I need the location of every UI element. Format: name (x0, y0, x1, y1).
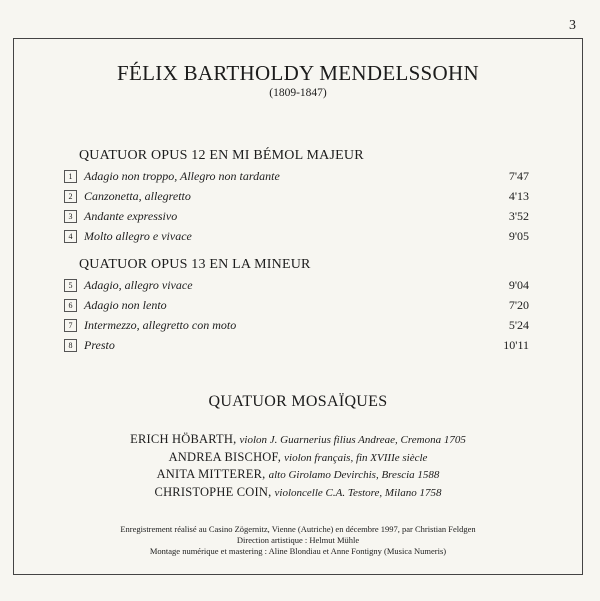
track-duration: 7'20 (508, 298, 529, 312)
track-duration: 9'05 (508, 229, 529, 243)
track-number: 3 (64, 210, 77, 223)
track-duration: 7'47 (508, 169, 529, 183)
track-duration: 5'24 (508, 318, 529, 332)
musician-name: ERICH HÖBARTH, (130, 432, 237, 446)
credit-line: Montage numérique et mastering : Aline Blondiau et Anne Fontigny (Musica Numeris) (149, 546, 447, 556)
composer-name: FÉLIX BARTHOLDY MENDELSSOHN (117, 61, 479, 85)
musician-name: CHRISTOPHE COIN, (154, 484, 272, 499)
booklet-frame (13, 38, 583, 575)
track-title: Presto (84, 338, 115, 352)
musician-name: ANDREA BISCHOF, (168, 449, 282, 464)
track-number: 2 (64, 190, 77, 203)
track-title: Canzonetta, allegretto (84, 189, 191, 203)
track-title: Adagio non troppo, Allegro non tardante (84, 169, 280, 183)
composer-dates: (1809-1847) (269, 87, 327, 99)
musicians-list (14, 431, 582, 501)
work-title-opus-13: QUATUOR OPUS 13 EN LA MINEUR (79, 257, 311, 272)
track-row (64, 318, 529, 334)
track-row (64, 169, 529, 185)
track-number: 7 (64, 319, 77, 332)
track-title: Andante expressivo (84, 209, 178, 223)
musician-line (14, 466, 582, 484)
work-title-opus-12: QUATUOR OPUS 12 EN MI BÉMOL MAJEUR (79, 148, 364, 163)
track-row (64, 338, 529, 354)
track-duration: 3'52 (508, 209, 529, 223)
musician-instrument: violon français, fin XVIIIe siècle (284, 451, 428, 464)
credit-line: Enregistrement réalisé au Casino Zögernitz, Vienne (Autriche) en décembre 1997, par Christian Feldgen (120, 524, 476, 534)
musician-line (14, 431, 582, 449)
musician-instrument: violon J. Guarnerius filius Andreae, Cremona 1705 (239, 434, 466, 446)
track-row (64, 209, 529, 225)
track-title: Molto allegro e vivace (84, 229, 192, 243)
track-row (64, 189, 529, 205)
track-number: 5 (64, 279, 77, 292)
musician-line (14, 484, 582, 502)
track-duration: 9'04 (508, 278, 529, 292)
track-row (64, 298, 529, 314)
track-title: Intermezzo, allegretto con moto (84, 318, 237, 332)
track-duration: 4'13 (508, 189, 529, 203)
track-row (64, 278, 529, 294)
ensemble-name: QUATUOR MOSAÏQUES (208, 393, 388, 410)
musician-line (14, 449, 582, 467)
musician-instrument: alto Girolamo Devirchis, Brescia 1588 (268, 469, 440, 481)
page-number: 3 (569, 18, 576, 33)
musician-name: ANITA MITTERER, (156, 467, 266, 481)
track-number: 4 (64, 230, 77, 243)
recording-credits (14, 524, 582, 557)
track-duration: 10'11 (503, 338, 529, 352)
track-title: Adagio, allegro vivace (84, 278, 193, 292)
track-number: 8 (64, 339, 77, 352)
credit-line: Direction artistique : Helmut Mühle (236, 535, 360, 545)
musician-instrument: violoncelle C.A. Testore, Milano 1758 (274, 486, 442, 499)
track-title: Adagio non lento (84, 298, 167, 312)
track-number: 1 (64, 170, 77, 183)
track-row (64, 229, 529, 245)
track-number: 6 (64, 299, 77, 312)
